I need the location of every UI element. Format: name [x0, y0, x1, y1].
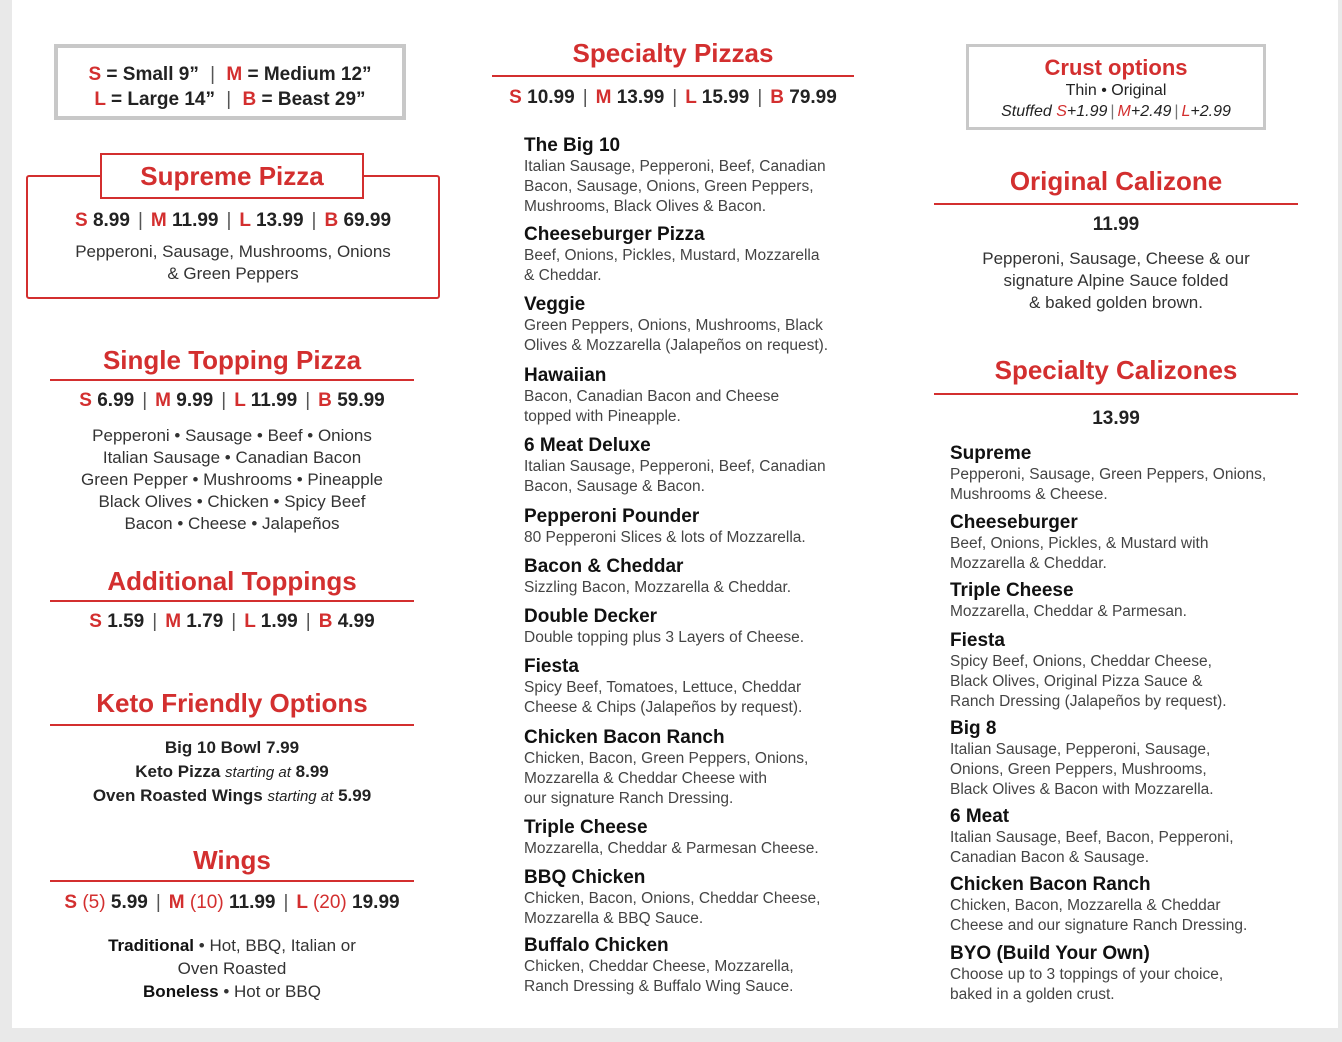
wings-prices	[22, 892, 442, 914]
size-letter-large: L	[94, 89, 106, 110]
crust-options-box	[966, 44, 1266, 130]
single-topping-prices	[30, 390, 434, 412]
item-description	[524, 957, 794, 997]
list-item	[524, 135, 826, 217]
size-letter: M	[150, 210, 167, 231]
divider: |	[1110, 103, 1115, 120]
desc-line: Italian Sausage, Pepperoni, Sausage,	[950, 741, 1211, 758]
item-description	[950, 465, 1266, 505]
desc-line: Mozzarella, Cheddar & Parmesan.	[950, 603, 1187, 620]
desc-line: starting at	[225, 764, 291, 781]
size-label-small: = Small 9”	[106, 64, 199, 85]
size-letter: L	[234, 390, 246, 411]
desc-line: S	[1056, 103, 1067, 120]
list-item	[950, 580, 1187, 622]
specialty-pizzas-prices	[462, 87, 884, 109]
desc-line: +1.99	[1066, 103, 1108, 120]
specialty-calzones-price: 13.99	[1092, 408, 1140, 429]
wings-title: Wings	[193, 845, 271, 875]
list-item	[524, 365, 779, 427]
desc-line: Cheese & Chips (Jalapeños by request).	[524, 699, 803, 716]
desc-line: Triple Cheese	[524, 817, 648, 838]
price: 11.99	[250, 390, 298, 411]
desc-line: Fiesta	[524, 656, 579, 677]
section-rule	[934, 203, 1298, 205]
size-letter: M	[165, 611, 182, 632]
topping-line: Bacon • Cheese • Jalapeños	[124, 514, 340, 533]
divider: |	[155, 892, 161, 913]
desc-line: 19.99	[352, 892, 400, 913]
size-letter: B	[318, 611, 333, 632]
desc-line: Mozzarella & Cheddar Cheese with	[524, 770, 767, 787]
desc-line: Ranch Dressing & Buffalo Wing Sauce.	[524, 978, 794, 995]
item-description	[524, 316, 828, 356]
size-letter: S	[89, 611, 102, 632]
section-rule	[50, 379, 414, 381]
price: 6.99	[97, 390, 135, 411]
desc-line: Black Olives & Bacon with Mozzarella.	[950, 781, 1214, 798]
specialty-calzones-title: Specialty Calizones	[994, 355, 1238, 385]
desc-line: Choose up to 3 toppings of your choice,	[950, 966, 1224, 983]
desc-line: 13.99	[616, 87, 665, 108]
desc-line: Mozzarella, Cheddar & Parmesan Cheese.	[524, 840, 819, 857]
desc-line: S	[64, 892, 78, 913]
item-description	[524, 889, 820, 929]
desc-line: Green Peppers, Onions, Mushrooms, Black	[524, 317, 823, 334]
original-calzone-desc	[934, 248, 1298, 314]
list-item	[524, 294, 828, 356]
desc-line: Chicken Bacon Ranch	[524, 727, 725, 748]
desc-line: Italian Sausage, Pepperoni, Beef, Canadian	[524, 458, 826, 475]
desc-line: BYO (Build Your Own)	[950, 943, 1150, 964]
price: 11.99	[171, 210, 219, 231]
list-item	[950, 943, 1223, 1005]
desc-line: Double topping plus 3 Layers of Cheese.	[524, 629, 805, 646]
desc-line: BBQ Chicken	[524, 867, 646, 888]
desc-line: Oven Roasted Wings	[92, 786, 263, 805]
desc-line: Bacon & Cheddar	[524, 556, 684, 577]
size-legend-row-2	[58, 87, 402, 112]
desc-line: Bacon, Canadian Bacon and Cheese	[524, 388, 780, 405]
desc-line: & Green Peppers	[167, 264, 299, 283]
desc-line: Mushrooms & Cheese.	[950, 486, 1108, 503]
desc-line: Double Decker	[524, 606, 658, 627]
crust-stuffed	[969, 101, 1263, 123]
keto-item	[30, 784, 434, 808]
keto-list	[30, 736, 434, 808]
item-description	[524, 528, 806, 548]
desc-line: Mozzarella & BBQ Sauce.	[524, 910, 704, 927]
item-description	[950, 896, 1247, 936]
desc-line: & baked golden brown.	[1029, 293, 1203, 312]
desc-line: Black Olives, Original Pizza Sauce &	[950, 673, 1203, 690]
desc-line: 6 Meat Deluxe	[524, 435, 651, 456]
crust-title: Crust options	[1044, 55, 1188, 80]
desc-line: B	[770, 87, 784, 108]
desc-line: Pepperoni, Sausage, Green Peppers, Onions,	[950, 466, 1267, 483]
supreme-pizza-prices	[26, 210, 440, 232]
list-item	[950, 806, 1234, 868]
desc-line: Buffalo Chicken	[524, 935, 669, 956]
section-rule	[934, 393, 1298, 395]
price: 1.79	[186, 611, 224, 632]
desc-line: Canadian Bacon & Sausage.	[950, 849, 1150, 866]
desc-line: 80 Pepperoni Slices & lots of Mozzarella.	[524, 529, 806, 546]
list-item	[524, 867, 820, 929]
desc-line: starting at	[267, 788, 334, 805]
desc-line: Pepperoni, Sausage, Mushrooms, Onions	[75, 242, 391, 261]
desc-line: Italian Sausage, Pepperoni, Beef, Canadian	[524, 158, 826, 175]
desc-line: • Hot or BBQ	[223, 982, 321, 1001]
desc-line: Keto Pizza	[135, 762, 221, 781]
desc-line: signature Alpine Sauce folded	[1003, 271, 1229, 290]
desc-line: topped with Pineapple.	[524, 408, 681, 425]
divider: |	[757, 87, 763, 108]
desc-line: 7.99	[266, 738, 300, 757]
desc-line: Chicken, Bacon, Green Peppers, Onions,	[524, 750, 809, 767]
desc-line: L	[296, 892, 308, 913]
size-legend-box	[54, 44, 406, 120]
item-description	[950, 965, 1223, 1005]
list-item	[524, 435, 826, 497]
desc-line: (20)	[312, 892, 347, 913]
desc-line: Sizzling Bacon, Mozzarella & Cheddar.	[524, 579, 792, 596]
desc-line: Mushrooms, Black Olives & Bacon.	[524, 198, 767, 215]
menu-page	[12, 0, 1338, 1028]
desc-line: 79.99	[789, 87, 837, 108]
desc-line: Onions, Green Peppers, Mushrooms,	[950, 761, 1207, 778]
size-label-medium: = Medium 12”	[247, 64, 372, 85]
item-description	[950, 652, 1227, 712]
section-rule	[50, 880, 414, 882]
desc-line: Supreme	[950, 443, 1032, 464]
item-description	[950, 828, 1234, 868]
price: 1.59	[107, 611, 145, 632]
size-label-large: = Large 14”	[110, 89, 215, 110]
keto-title: Keto Friendly Options	[96, 688, 368, 718]
list-item	[950, 443, 1266, 505]
topping-line: Pepperoni • Sausage • Beef • Onions	[92, 426, 372, 445]
desc-line: (5)	[82, 892, 106, 913]
desc-line: 5.99	[338, 786, 372, 805]
desc-line: Veggie	[524, 294, 586, 315]
desc-line: Cheeseburger Pizza	[524, 224, 705, 245]
divider: |	[142, 390, 148, 411]
divider: |	[311, 210, 317, 231]
size-letter: B	[318, 390, 332, 411]
additional-toppings-title: Additional Toppings	[107, 566, 357, 596]
desc-line: Big 8	[950, 718, 997, 739]
item-description	[950, 534, 1208, 574]
item-description	[524, 246, 819, 286]
desc-line: Olives & Mozzarella (Jalapeños on request).	[524, 337, 829, 354]
size-letter: L	[239, 210, 251, 231]
divider: |	[221, 390, 227, 411]
desc-line: Ranch Dressing (Jalapeños by request).	[950, 693, 1227, 710]
item-description	[524, 578, 791, 598]
divider: |	[231, 611, 237, 632]
item-description	[524, 628, 804, 648]
desc-line: L	[685, 87, 697, 108]
divider: |	[137, 210, 143, 231]
divider: |	[226, 89, 232, 110]
desc-line: +2.49	[1130, 103, 1172, 120]
crust-types: Thin • Original	[1065, 82, 1167, 99]
list-item	[950, 718, 1214, 800]
desc-line: M	[595, 87, 612, 108]
size-letter-beast: B	[242, 89, 257, 110]
list-item	[524, 817, 819, 859]
item-description	[524, 157, 826, 217]
desc-line: Oven Roasted	[177, 959, 287, 978]
desc-line: Chicken, Bacon, Onions, Cheddar Cheese,	[524, 890, 821, 907]
price: 59.99	[337, 390, 385, 411]
price: 69.99	[343, 210, 392, 231]
desc-line: Beef, Onions, Pickles, Mustard, Mozzarella	[524, 247, 820, 264]
desc-line: Chicken Bacon Ranch	[950, 874, 1151, 895]
desc-line: 8.99	[295, 762, 329, 781]
original-calzone-title: Original Calizone	[1009, 166, 1223, 196]
desc-line: Hawaiian	[524, 365, 607, 386]
desc-line: M	[168, 892, 185, 913]
desc-line: Stuffed	[1001, 103, 1052, 120]
desc-line: Italian Sausage, Beef, Bacon, Pepperoni,	[950, 829, 1234, 846]
size-letter-medium: M	[226, 64, 243, 85]
divider: |	[226, 210, 232, 231]
divider: |	[152, 611, 158, 632]
divider: |	[1174, 103, 1179, 120]
section-rule	[492, 75, 854, 77]
price: 8.99	[92, 210, 130, 231]
original-calzone-price: 11.99	[1092, 214, 1140, 235]
desc-line: 15.99	[701, 87, 750, 108]
divider: |	[672, 87, 678, 108]
list-item	[524, 727, 808, 809]
desc-line: S	[509, 87, 522, 108]
desc-line: Triple Cheese	[950, 580, 1074, 601]
desc-line: L	[1181, 103, 1191, 120]
desc-line: 10.99	[527, 87, 575, 108]
desc-line: Chicken, Cheddar Cheese, Mozzarella,	[524, 958, 794, 975]
desc-line: Spicy Beef, Onions, Cheddar Cheese,	[950, 653, 1212, 670]
keto-item	[30, 760, 434, 784]
divider: |	[283, 892, 289, 913]
topping-line: Green Pepper • Mushrooms • Pineapple	[80, 470, 383, 489]
desc-line: 6 Meat	[950, 806, 1010, 827]
list-item	[524, 606, 804, 648]
desc-line: +2.99	[1190, 103, 1231, 120]
item-description	[524, 749, 808, 809]
desc-line: Bacon, Sausage, Onions, Green Peppers,	[524, 178, 814, 195]
desc-line: our signature Ranch Dressing.	[524, 790, 734, 807]
list-item	[524, 656, 802, 718]
price: 1.99	[260, 611, 298, 632]
topping-line: Black Olives • Chicken • Spicy Beef	[98, 492, 366, 511]
item-description	[524, 387, 779, 427]
size-legend-row-1	[58, 62, 402, 87]
list-item	[950, 630, 1227, 712]
desc-line: Pepperoni Pounder	[524, 506, 700, 527]
supreme-pizza-desc	[26, 241, 440, 285]
item-description	[524, 839, 819, 859]
list-item	[950, 512, 1208, 574]
size-letter: L	[244, 611, 256, 632]
divider: |	[582, 87, 588, 108]
price: 13.99	[255, 210, 304, 231]
list-item	[950, 874, 1247, 936]
desc-line: Bacon, Sausage & Bacon.	[524, 478, 705, 495]
desc-line: Big 10 Bowl	[164, 738, 262, 757]
desc-line: Mozzarella & Cheddar.	[950, 555, 1107, 572]
additional-toppings-prices	[30, 611, 434, 633]
desc-line: (10)	[189, 892, 224, 913]
list-item	[524, 556, 791, 598]
size-letter-small: S	[88, 64, 102, 85]
size-letter: S	[79, 390, 92, 411]
item-description	[950, 602, 1187, 622]
desc-line: 5.99	[110, 892, 148, 913]
list-item	[524, 935, 794, 997]
size-letter: S	[74, 210, 88, 231]
list-item	[524, 224, 819, 286]
desc-line: 11.99	[228, 892, 276, 913]
divider: |	[305, 390, 311, 411]
price: 4.99	[337, 611, 375, 632]
item-description	[524, 678, 802, 718]
list-item	[524, 506, 806, 548]
boneless-label: Boneless	[143, 982, 219, 1001]
section-rule	[50, 724, 414, 726]
desc-line: Beef, Onions, Pickles, & Mustard with	[950, 535, 1209, 552]
desc-line: Cheese and our signature Ranch Dressing.	[950, 917, 1248, 934]
traditional-label: Traditional	[108, 936, 195, 955]
single-topping-list	[30, 425, 434, 535]
section-rule	[50, 600, 414, 602]
single-topping-title: Single Topping Pizza	[102, 345, 362, 375]
desc-line: The Big 10	[524, 135, 621, 156]
keto-item	[30, 736, 434, 760]
item-description	[950, 740, 1214, 800]
desc-line: M	[1117, 103, 1131, 120]
supreme-pizza-title: Supreme Pizza	[100, 153, 364, 199]
wings-flavors	[30, 934, 434, 1003]
item-description	[524, 457, 826, 497]
desc-line: baked in a golden crust.	[950, 986, 1115, 1003]
price: 9.99	[176, 390, 214, 411]
desc-line: & Cheddar.	[524, 267, 602, 284]
size-letter: B	[324, 210, 339, 231]
size-label-beast: = Beast 29”	[261, 89, 366, 110]
desc-line: Pepperoni, Sausage, Cheese & our	[982, 249, 1250, 268]
topping-line: Italian Sausage • Canadian Bacon	[102, 448, 362, 467]
divider: |	[210, 64, 216, 85]
divider: |	[305, 611, 311, 632]
desc-line: Cheeseburger	[950, 512, 1078, 533]
desc-line: Chicken, Bacon, Mozzarella & Cheddar	[950, 897, 1221, 914]
specialty-pizzas-title: Specialty Pizzas	[572, 38, 774, 68]
size-letter: M	[155, 390, 171, 411]
desc-line: • Hot, BBQ, Italian or	[198, 936, 356, 955]
desc-line: Fiesta	[950, 630, 1005, 651]
desc-line: Spicy Beef, Tomatoes, Lettuce, Cheddar	[524, 679, 802, 696]
